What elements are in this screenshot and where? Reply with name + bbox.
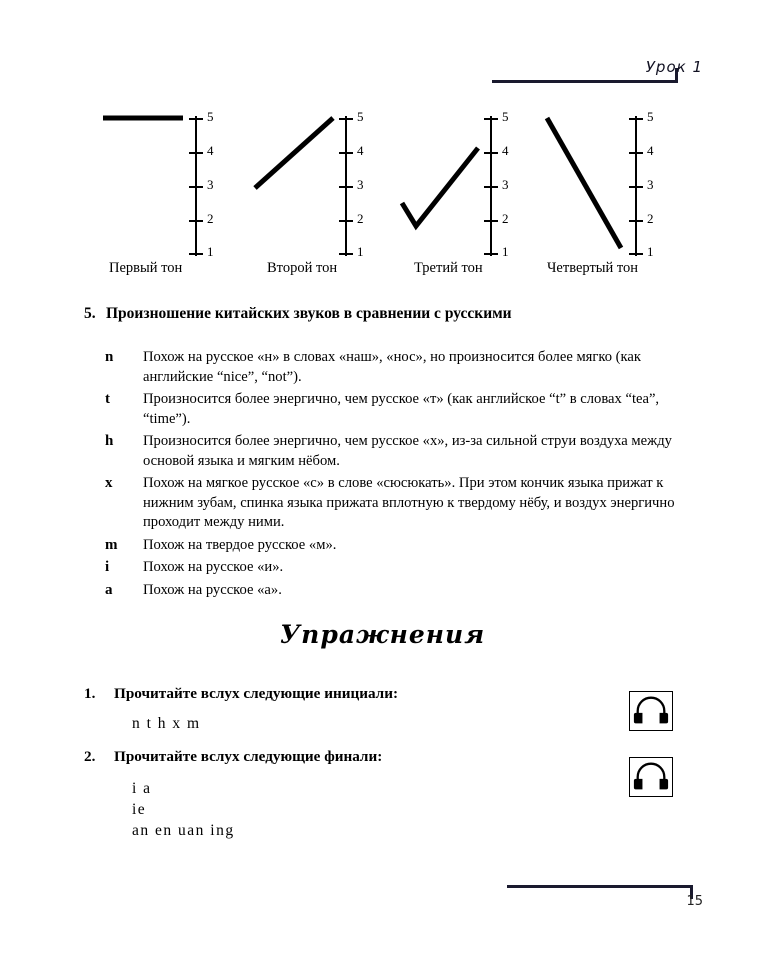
- list-item: [105, 581, 685, 601]
- exercise-2-line: ie: [132, 801, 147, 818]
- exercises-heading: Упражнения: [279, 620, 486, 649]
- tone-scale-3: [478, 109, 518, 259]
- scale-number: 5: [357, 109, 364, 124]
- exercise-2: [84, 748, 684, 841]
- sound-symbol: m: [105, 536, 118, 553]
- list-item: [105, 474, 685, 533]
- tone-diagram-1: [95, 108, 240, 283]
- headphones-glyph: [630, 758, 672, 796]
- scale-number: 1: [357, 244, 364, 259]
- scale-number: 4: [647, 143, 654, 158]
- sound-symbol: h: [105, 433, 114, 449]
- sound-description: Похож на русское «и».: [143, 559, 284, 575]
- sound-list: [105, 348, 685, 603]
- sound-description: Похож на русское «а».: [143, 581, 282, 598]
- exercise-2-line: i a: [132, 780, 152, 797]
- sound-description: Произносится более энергично, чем русское «т» (как английское “t” в словах “tea”, “time”).: [143, 391, 660, 427]
- sound-symbol: a: [105, 581, 113, 598]
- exercise-1-title: Прочитайте вслух следующие инициали:: [114, 685, 399, 702]
- tone-scale-2: [333, 109, 373, 259]
- scale-number: 2: [502, 211, 509, 226]
- scale-number: 5: [502, 109, 509, 124]
- list-item: [105, 348, 685, 387]
- sound-description: Произносится более энергично, чем русское «х», из-за сильной струи воздуха между основой языка и мягким нёбом.: [143, 433, 672, 469]
- sound-description: Похож на твердое русское «м».: [143, 536, 337, 553]
- tone-label-4: Четвертый тон: [547, 260, 639, 276]
- scale-number: 4: [502, 143, 509, 158]
- scale-number: 1: [647, 244, 654, 259]
- sound-symbol: t: [105, 391, 110, 407]
- section-5-heading: [84, 305, 684, 323]
- headphones-icon: [629, 757, 673, 797]
- page-header: [492, 58, 707, 88]
- list-item: [105, 536, 685, 556]
- scale-number: 2: [207, 211, 214, 226]
- section-5-number: 5.: [84, 305, 96, 322]
- page-footer: [507, 882, 707, 912]
- headphones-icon: [629, 691, 673, 731]
- tone-scale-4: [623, 109, 663, 259]
- exercise-2-line: an en uan ing: [132, 822, 235, 839]
- list-item: [105, 432, 685, 471]
- scale-number: 4: [207, 143, 214, 158]
- scale-number: 3: [207, 177, 214, 192]
- sound-description: Похож на русское «н» в словах «наш», «нос», но произносится более мягко (как английские “nice”, “not”).: [143, 349, 641, 385]
- page-number: 15: [686, 894, 703, 909]
- sound-symbol: i: [105, 559, 110, 575]
- header-rule: [492, 80, 677, 83]
- tone-diagram-2: [245, 108, 390, 283]
- tone-diagram-group: [95, 108, 675, 283]
- scale-number: 3: [502, 177, 509, 192]
- lesson-label: Урок 1: [645, 58, 703, 76]
- list-item: [105, 558, 685, 578]
- scale-number: 5: [647, 109, 654, 124]
- scale-number: 5: [207, 109, 214, 124]
- exercise-1-line: n t h x m: [132, 715, 201, 732]
- tone-label-3: Третий тон: [414, 260, 483, 276]
- sound-description: Похож на мягкое русское «с» в слове «сюсюкать». При этом кончик языка прижат к нижним зубам, спинка языка прижата вплотную к твердому нёбу, и воздух энергично проходит между ними.: [143, 475, 675, 530]
- scale-number: 3: [357, 177, 364, 192]
- scale-number: 2: [647, 211, 654, 226]
- tone-diagram-3: [390, 108, 535, 283]
- exercise-1-number: 1.: [84, 685, 96, 702]
- tone-scale-1: [183, 109, 223, 259]
- scale-number: 1: [207, 244, 214, 259]
- exercise-2-title: Прочитайте вслух следующие финали:: [114, 748, 383, 765]
- scale-number: 1: [502, 244, 509, 259]
- scale-number: 2: [357, 211, 364, 226]
- sound-symbol: x: [105, 475, 113, 491]
- exercise-2-number: 2.: [84, 748, 96, 765]
- headphones-glyph: [630, 692, 672, 730]
- list-item: [105, 390, 685, 429]
- exercise-1: [84, 685, 684, 734]
- tone-label-2: Второй тон: [267, 260, 338, 276]
- section-5-title: Произношение китайских звуков в сравнении с русскими: [106, 305, 512, 322]
- tone-diagram-4: [535, 108, 680, 283]
- footer-rule: [507, 885, 692, 888]
- sound-symbol: n: [105, 349, 114, 365]
- tone-label-1: Первый тон: [109, 260, 183, 276]
- scale-number: 4: [357, 143, 364, 158]
- scale-number: 3: [647, 177, 654, 192]
